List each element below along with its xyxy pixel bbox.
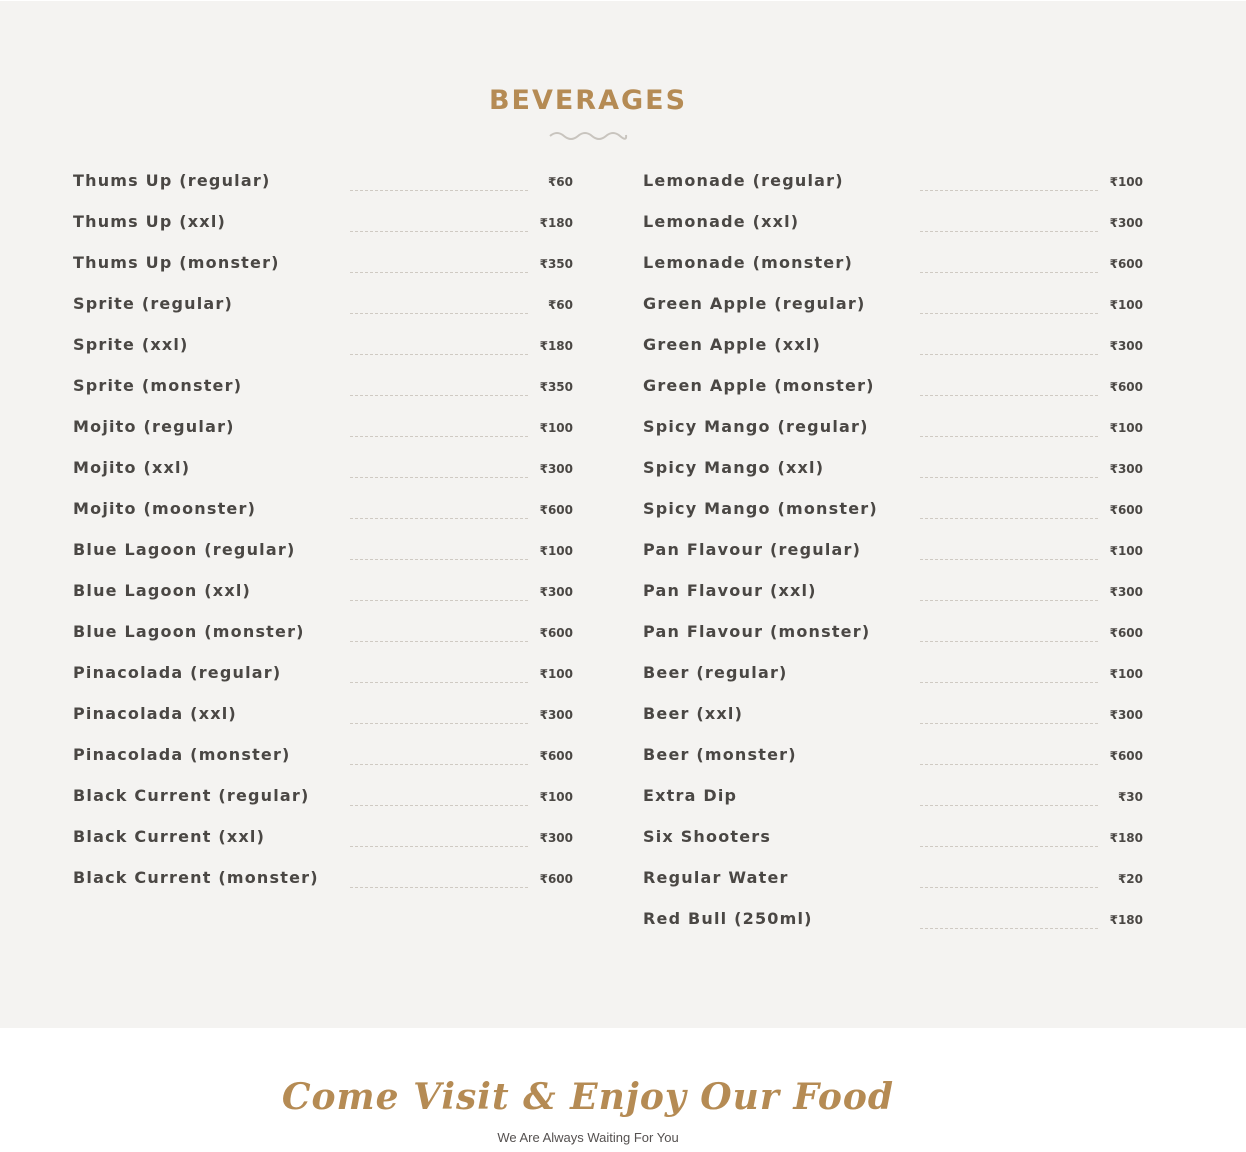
menu-item bbox=[73, 864, 573, 905]
dotted-leader bbox=[920, 272, 1098, 273]
dotted-leader bbox=[350, 887, 528, 888]
menu-item-price: ₹300 bbox=[1109, 216, 1143, 230]
menu-item bbox=[73, 167, 573, 208]
menu-item bbox=[643, 372, 1143, 413]
menu-item bbox=[643, 331, 1143, 372]
dotted-leader bbox=[920, 354, 1098, 355]
dotted-leader bbox=[920, 518, 1098, 519]
section-title: BEVERAGES bbox=[488, 85, 688, 116]
menu-item-price: ₹600 bbox=[1109, 380, 1143, 394]
menu-item bbox=[73, 741, 573, 782]
dotted-leader bbox=[350, 805, 528, 806]
menu-item-name: Blue Lagoon (xxl) bbox=[73, 581, 252, 600]
menu-item-price: ₹350 bbox=[539, 380, 573, 394]
menu-item bbox=[643, 454, 1143, 495]
menu-item-price: ₹100 bbox=[1109, 544, 1143, 558]
footer-heading: Come Visit & Enjoy Our Food bbox=[281, 1076, 895, 1118]
menu-item-name: Blue Lagoon (regular) bbox=[73, 540, 296, 559]
menu-item-price: ₹350 bbox=[539, 257, 573, 271]
menu-item-name: Lemonade (monster) bbox=[643, 253, 853, 272]
menu-item-price: ₹180 bbox=[539, 216, 573, 230]
menu-item-price: ₹180 bbox=[539, 339, 573, 353]
menu-item-price: ₹100 bbox=[1109, 667, 1143, 681]
menu-column-right bbox=[643, 167, 1143, 946]
menu-item-price: ₹600 bbox=[539, 872, 573, 886]
menu-item-name: Spicy Mango (monster) bbox=[643, 499, 878, 518]
menu-item-price: ₹600 bbox=[539, 626, 573, 640]
footer-subheading: We Are Always Waiting For You bbox=[497, 1130, 679, 1145]
dotted-leader bbox=[350, 231, 528, 232]
menu-item-price: ₹600 bbox=[1109, 749, 1143, 763]
menu-item bbox=[643, 495, 1143, 536]
menu-item-name: Mojito (regular) bbox=[73, 417, 235, 436]
menu-item-price: ₹100 bbox=[1109, 421, 1143, 435]
wave-divider-icon bbox=[548, 129, 628, 143]
menu-item bbox=[643, 536, 1143, 577]
menu-item-price: ₹300 bbox=[539, 462, 573, 476]
menu-item-price: ₹300 bbox=[1109, 708, 1143, 722]
dotted-leader bbox=[920, 846, 1098, 847]
dotted-leader bbox=[350, 559, 528, 560]
menu-item bbox=[643, 618, 1143, 659]
menu-item-name: Extra Dip bbox=[643, 786, 738, 805]
dotted-leader bbox=[350, 600, 528, 601]
dotted-leader bbox=[350, 395, 528, 396]
menu-item-name: Red Bull (250ml) bbox=[643, 909, 813, 928]
menu-item-price: ₹300 bbox=[539, 708, 573, 722]
menu-item-price: ₹100 bbox=[539, 790, 573, 804]
menu-item bbox=[73, 536, 573, 577]
dotted-leader bbox=[920, 313, 1098, 314]
dotted-leader bbox=[920, 641, 1098, 642]
menu-item-name: Green Apple (monster) bbox=[643, 376, 875, 395]
menu-item bbox=[73, 577, 573, 618]
menu-item bbox=[643, 577, 1143, 618]
menu-item bbox=[643, 905, 1143, 946]
menu-item bbox=[643, 208, 1143, 249]
menu-item-price: ₹100 bbox=[1109, 175, 1143, 189]
dotted-leader bbox=[920, 436, 1098, 437]
dotted-leader bbox=[350, 313, 528, 314]
menu-item-price: ₹20 bbox=[1117, 872, 1143, 886]
menu-item-price: ₹100 bbox=[539, 667, 573, 681]
menu-item-price: ₹100 bbox=[1109, 298, 1143, 312]
menu-item-name: Blue Lagoon (monster) bbox=[73, 622, 305, 641]
menu-item-name: Thums Up (regular) bbox=[73, 171, 271, 190]
dotted-leader bbox=[350, 764, 528, 765]
dotted-leader bbox=[920, 887, 1098, 888]
menu-item-name: Pinacolada (monster) bbox=[73, 745, 291, 764]
dotted-leader bbox=[920, 477, 1098, 478]
dotted-leader bbox=[920, 764, 1098, 765]
menu-item-name: Black Current (monster) bbox=[73, 868, 319, 887]
dotted-leader bbox=[350, 641, 528, 642]
menu-item-price: ₹600 bbox=[539, 503, 573, 517]
menu-item bbox=[73, 495, 573, 536]
menu-item bbox=[73, 782, 573, 823]
menu-item bbox=[73, 700, 573, 741]
menu-item bbox=[73, 290, 573, 331]
dotted-leader bbox=[350, 682, 528, 683]
menu-item-price: ₹600 bbox=[1109, 257, 1143, 271]
dotted-leader bbox=[920, 600, 1098, 601]
menu-item-name: Sprite (monster) bbox=[73, 376, 243, 395]
menu-item-name: Spicy Mango (regular) bbox=[643, 417, 869, 436]
dotted-leader bbox=[350, 477, 528, 478]
menu-item bbox=[73, 659, 573, 700]
menu-item bbox=[643, 741, 1143, 782]
menu-item-name: Beer (monster) bbox=[643, 745, 797, 764]
dotted-leader bbox=[920, 395, 1098, 396]
menu-item-name: Black Current (regular) bbox=[73, 786, 310, 805]
menu-item-price: ₹300 bbox=[1109, 462, 1143, 476]
menu-item-name: Beer (regular) bbox=[643, 663, 788, 682]
menu-item-price: ₹30 bbox=[1117, 790, 1143, 804]
dotted-leader bbox=[920, 723, 1098, 724]
menu-item bbox=[643, 700, 1143, 741]
menu-item-name: Beer (xxl) bbox=[643, 704, 744, 723]
menu-item-name: Pan Flavour (xxl) bbox=[643, 581, 817, 600]
menu-item-name: Six Shooters bbox=[643, 827, 772, 846]
dotted-leader bbox=[920, 190, 1098, 191]
menu-item bbox=[643, 290, 1143, 331]
menu-item bbox=[643, 167, 1143, 208]
menu-item bbox=[73, 331, 573, 372]
menu-item-price: ₹60 bbox=[547, 175, 573, 189]
menu-item bbox=[643, 413, 1143, 454]
menu-item-name: Thums Up (xxl) bbox=[73, 212, 227, 231]
footer bbox=[0, 1028, 1246, 1152]
dotted-leader bbox=[350, 846, 528, 847]
menu-item-name: Spicy Mango (xxl) bbox=[643, 458, 825, 477]
menu-item bbox=[73, 208, 573, 249]
dotted-leader bbox=[920, 231, 1098, 232]
menu-item-name: Lemonade (xxl) bbox=[643, 212, 800, 231]
menu-item-price: ₹100 bbox=[539, 544, 573, 558]
menu-item-price: ₹300 bbox=[539, 585, 573, 599]
dotted-leader bbox=[920, 928, 1098, 929]
menu-item-name: Green Apple (regular) bbox=[643, 294, 866, 313]
menu-item-price: ₹60 bbox=[547, 298, 573, 312]
menu-item bbox=[643, 864, 1143, 905]
dotted-leader bbox=[350, 272, 528, 273]
menu-item bbox=[73, 618, 573, 659]
menu-item-price: ₹100 bbox=[539, 421, 573, 435]
dotted-leader bbox=[920, 559, 1098, 560]
menu-item bbox=[643, 782, 1143, 823]
menu-item-name: Sprite (xxl) bbox=[73, 335, 189, 354]
menu-item bbox=[73, 413, 573, 454]
menu-item-name: Pan Flavour (regular) bbox=[643, 540, 862, 559]
menu-item bbox=[643, 823, 1143, 864]
menu-item bbox=[73, 454, 573, 495]
menu-item-price: ₹600 bbox=[1109, 503, 1143, 517]
menu-item-name: Black Current (xxl) bbox=[73, 827, 266, 846]
menu-item-name: Mojito (moonster) bbox=[73, 499, 257, 518]
menu-item-name: Mojito (xxl) bbox=[73, 458, 191, 477]
menu-item-name: Pinacolada (regular) bbox=[73, 663, 282, 682]
dotted-leader bbox=[350, 518, 528, 519]
menu-item-name: Sprite (regular) bbox=[73, 294, 234, 313]
menu-item bbox=[73, 823, 573, 864]
menu-item-price: ₹300 bbox=[1109, 339, 1143, 353]
menu-item-name: Pan Flavour (monster) bbox=[643, 622, 871, 641]
menu-item-name: Green Apple (xxl) bbox=[643, 335, 822, 354]
menu-item-price: ₹180 bbox=[1109, 913, 1143, 927]
menu-column-left bbox=[73, 167, 573, 905]
dotted-leader bbox=[350, 436, 528, 437]
dotted-leader bbox=[350, 723, 528, 724]
menu-item-name: Regular Water bbox=[643, 868, 789, 887]
menu-item-price: ₹600 bbox=[1109, 626, 1143, 640]
menu-item bbox=[643, 659, 1143, 700]
menu-item-name: Lemonade (regular) bbox=[643, 171, 844, 190]
menu-item-name: Thums Up (monster) bbox=[73, 253, 280, 272]
menu-item bbox=[73, 249, 573, 290]
dotted-leader bbox=[920, 805, 1098, 806]
menu-item bbox=[643, 249, 1143, 290]
menu-item-price: ₹300 bbox=[539, 831, 573, 845]
menu-item bbox=[73, 372, 573, 413]
menu-item-price: ₹300 bbox=[1109, 585, 1143, 599]
menu-item-price: ₹600 bbox=[539, 749, 573, 763]
menu-item-price: ₹180 bbox=[1109, 831, 1143, 845]
menu-item-name: Pinacolada (xxl) bbox=[73, 704, 237, 723]
dotted-leader bbox=[350, 354, 528, 355]
dotted-leader bbox=[350, 190, 528, 191]
dotted-leader bbox=[920, 682, 1098, 683]
